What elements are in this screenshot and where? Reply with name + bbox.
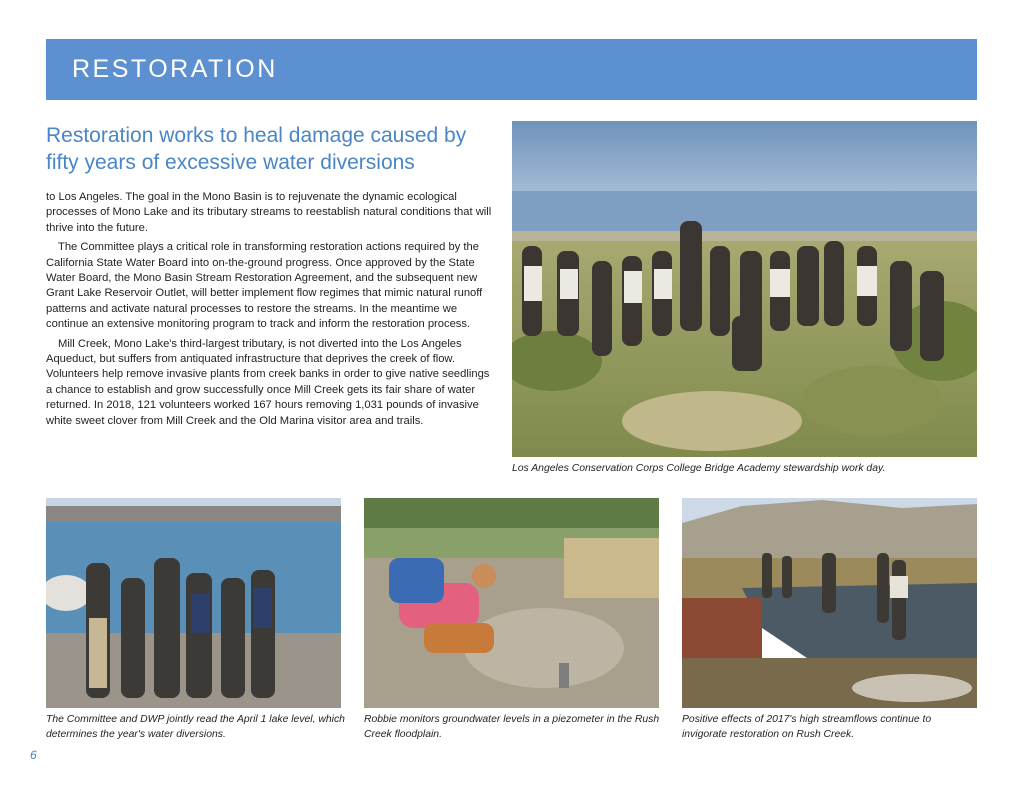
piezometer-photo-caption: Robbie monitors groundwater levels in a piezometer in the Rush Creek floodplain. (364, 714, 660, 740)
volunteer-group-photo (512, 121, 977, 457)
article-body (46, 190, 492, 429)
rush-creek-photo (682, 498, 977, 708)
main-photo-caption: Los Angeles Conservation Corps College Bridge Academy stewardship work day. (512, 463, 886, 474)
article-headline: Restoration works to heal damage caused by fifty years of excessive water diversions (46, 124, 467, 174)
body-paragraph-3: Mill Creek, Mono Lake's third-largest tributary, is not diverted into the Los Angeles Aqueduct, but suffers from antiquated infrastructure that deprives the creek of flow. Volunteers help remove invasive plants from creek banks in order to give native seedlings a chance to establish and grow successfully once Mill Creek gets its fair share of water returned. In 2018, 121 volunteers worked 167 hours removing 1,031 pounds of invasive white sweet clover from Mill Creek and the Old Marina visitor area and trails. (46, 337, 490, 427)
lake-photo-caption: The Committee and DWP jointly read the April 1 lake level, which determines the year's water diversions. (46, 714, 345, 740)
creek-photo-caption: Positive effects of 2017's high streamflows continue to invigorate restoration on Rush Creek. (682, 714, 932, 740)
body-paragraph-1: to Los Angeles. The goal in the Mono Basin is to rejuvenate the dynamic ecological processes of Mono Lake and its tributary streams to reestablish natural conditions that will thrive into the future. (46, 191, 492, 234)
body-paragraph-2: The Committee plays a critical role in transforming restoration actions required by the California State Water Board into on-the-ground progress. Once approved by the State Water Board, the Mono Basin Stream Restoration Agreement, and the subsequent new Grant Lake Reservoir Outlet, will better implement flow regimes that mimic natural runoff patterns and activate natural processes to restore the streams. In the meantime we continue an extensive monitoring program to track and inform the restoration process. (46, 241, 483, 331)
piezometer-photo (364, 498, 659, 708)
section-title: RESTORATION (72, 55, 278, 83)
section-banner (46, 39, 977, 100)
page-number: 6 (30, 748, 37, 762)
lake-level-photo (46, 498, 341, 708)
